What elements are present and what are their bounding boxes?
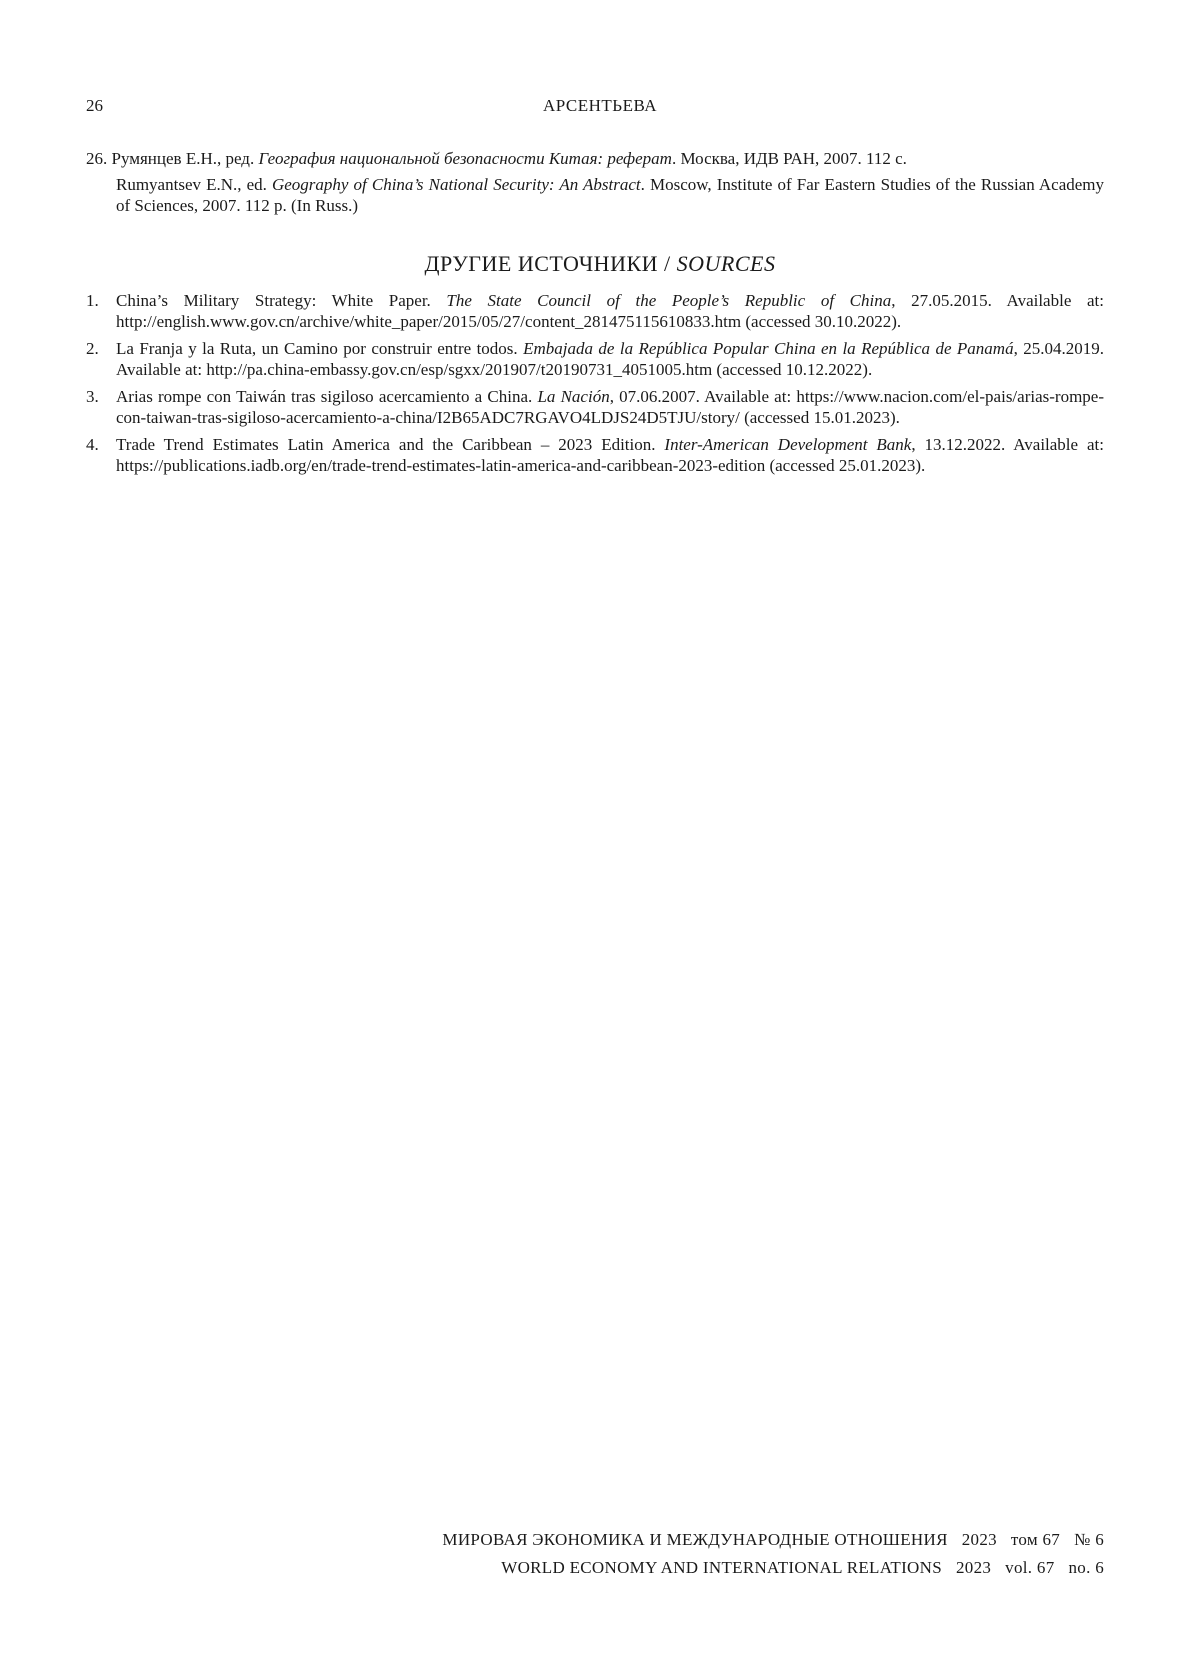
source-publisher: Inter-American Development Bank [664,435,912,454]
source-item [86,386,1104,428]
source-number: 1. [86,291,99,310]
source-text: La Franja y la Ruta, un Camino por construir entre todos. [116,339,524,358]
source-number: 4. [86,435,99,454]
reference-title: География национальной безопасности Китая: реферат [258,149,672,168]
running-header-author: АРСЕНТЬЕВА [542,96,657,115]
footer-journal-en [501,1558,1104,1578]
source-item [86,338,1104,380]
footer-year: 2023 [961,1530,997,1549]
footer-issue: no. 6 [1068,1558,1104,1577]
source-publisher: La Nación [537,387,610,406]
source-publisher: Embajada de la República Popular China en la República de Panamá [523,339,1014,358]
reference-number: 26. [86,149,108,168]
source-number: 2. [86,339,99,358]
footer-volume: vol. 67 [1005,1558,1055,1577]
section-title [0,251,1200,277]
source-item [86,434,1104,476]
reference-title: Geography of China’s National Security: An Abstract [271,175,641,194]
footer-journal-ru [442,1530,1104,1550]
source-details: , 07.06.2007. Available at: https://www.nacion.com/el-pais/arias-rompe-con-taiwan-tras-sigiloso-acercamiento-a-china/I2B65ADC7RGAVO4LDJS24D5TJU/story/ (accessed 15.01.2023). [116,387,1105,427]
source-text: Arias rompe con Taiwán tras sigiloso acercamiento a China. [116,387,538,406]
reference-author: Румянцев Е.Н., ред. [111,149,255,168]
footer-year: 2023 [955,1558,992,1577]
source-text: Trade Trend Estimates Latin America and the Caribbean – 2023 Edition. [116,435,665,454]
source-text: China’s Military Strategy: White Paper. [116,291,447,310]
source-item [86,290,1104,332]
sources-list [86,290,1104,482]
reference-author: Rumyantsev E.N., ed. [116,175,267,194]
source-publisher: The State Council of the People’s Republic of China [446,291,892,310]
reference-26-russian [86,148,1104,169]
reference-details: . Москва, ИДВ РАН, 2007. 112 с. [671,149,907,168]
reference-26 [86,148,1104,216]
footer-journal-name: МИРОВАЯ ЭКОНОМИКА И МЕЖДУНАРОДНЫЕ ОТНОШЕНИЯ [442,1530,948,1549]
reference-details: . Moscow, Institute of Far Eastern Studies of the Russian Academy of Sciences, 2007. 112 p. (In Russ.) [116,175,1105,215]
page-number: 26 [86,96,103,115]
reference-26-english [86,174,1104,216]
source-details: , 25.04.2019. Available at: http://pa.china-embassy.gov.cn/esp/sgxx/201907/t20190731_4051005.htm (accessed 10.12.2022). [116,339,1104,379]
section-title-ru: ДРУГИЕ ИСТОЧНИКИ / [424,251,677,276]
footer-volume: том 67 [1010,1530,1061,1549]
section-title-en: SOURCES [676,251,776,276]
source-number: 3. [86,387,99,406]
source-details: , 13.12.2022. Available at: https://publications.iadb.org/en/trade-trend-estimates-latin-america-and-caribbean-2023-edition (accessed 25.01.2023). [116,435,1104,475]
footer-issue: № 6 [1074,1530,1104,1549]
footer-journal-name: WORLD ECONOMY AND INTERNATIONAL RELATIONS [501,1558,942,1577]
source-details: , 27.05.2015. Available at: http://english.www.gov.cn/archive/white_paper/2015/05/27/content_281475115610833.htm (accessed 30.10.2022). [116,291,1104,331]
